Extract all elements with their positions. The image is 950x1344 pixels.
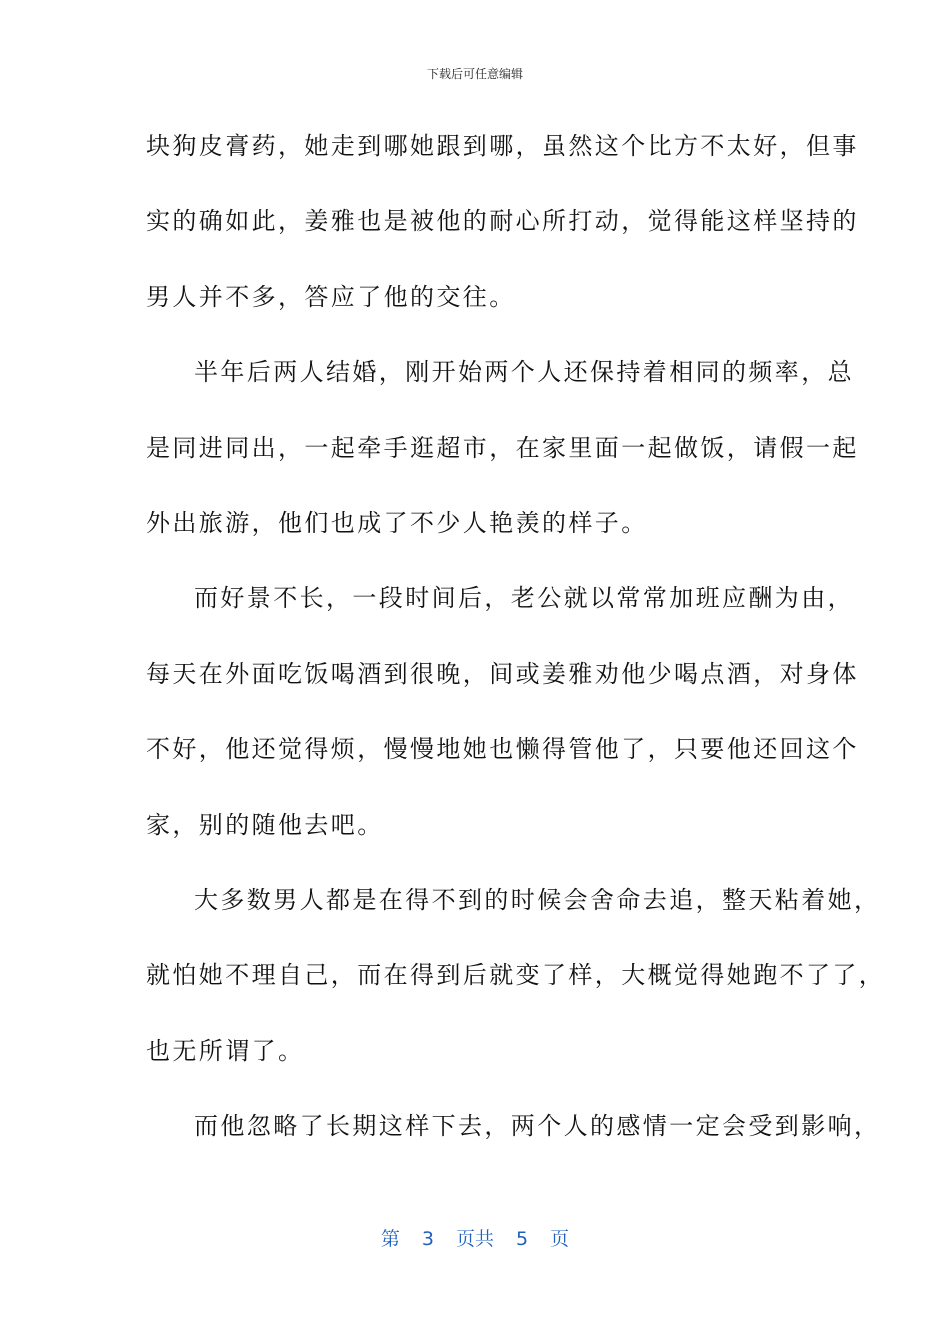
text-line-8: 每天在外面吃饭喝酒到很晚，间或姜雅劝他少喝点酒，对身体 (146, 659, 859, 688)
text-line-13: 也无所谓了。 (146, 1036, 305, 1065)
text-line-3: 男人并不多，答应了他的交往。 (146, 282, 516, 311)
footer-current-page: 3 (421, 1228, 434, 1250)
text-line-5: 是同进同出，一起牵手逛超市，在家里面一起做饭，请假一起 (146, 433, 859, 462)
footer-total-pages: 5 (516, 1228, 529, 1250)
text-line-1: 块狗皮膏药，她走到哪她跟到哪，虽然这个比方不太好，但事 (146, 132, 859, 160)
text-line-9: 不好，他还觉得烦，慢慢地她也懒得管他了，只要他还回这个 (146, 735, 859, 764)
page-footer (0, 1226, 950, 1252)
document-body (146, 126, 886, 1181)
page-header: 下载后可任意编辑 (426, 67, 523, 81)
text-line-7: 而好景不长，一段时间后，老公就以常常加班应酬为由， (194, 584, 854, 613)
text-line-6: 外出旅游，他们也成了不少人艳羡的样子。 (146, 508, 648, 537)
footer-suffix: 页 (550, 1228, 570, 1250)
text-line-12: 就怕她不理自己，而在得到后就变了样，大概觉得她跑不了了， (146, 961, 886, 990)
text-line-4: 半年后两人结婚，刚开始两个人还保持着相同的频率，总 (194, 358, 854, 387)
footer-middle: 页共 (455, 1228, 494, 1250)
text-line-10: 家，别的随他去吧。 (146, 810, 384, 839)
text-line-14: 而他忽略了长期这样下去，两个人的感情一定会受到影响， (194, 1112, 881, 1141)
footer-prefix: 第 (380, 1228, 400, 1250)
text-line-11: 大多数男人都是在得不到的时候会舍命去追，整天粘着她， (194, 885, 881, 914)
text-line-2: 实的确如此，姜雅也是被他的耐心所打动，觉得能这样坚持的 (146, 207, 859, 236)
